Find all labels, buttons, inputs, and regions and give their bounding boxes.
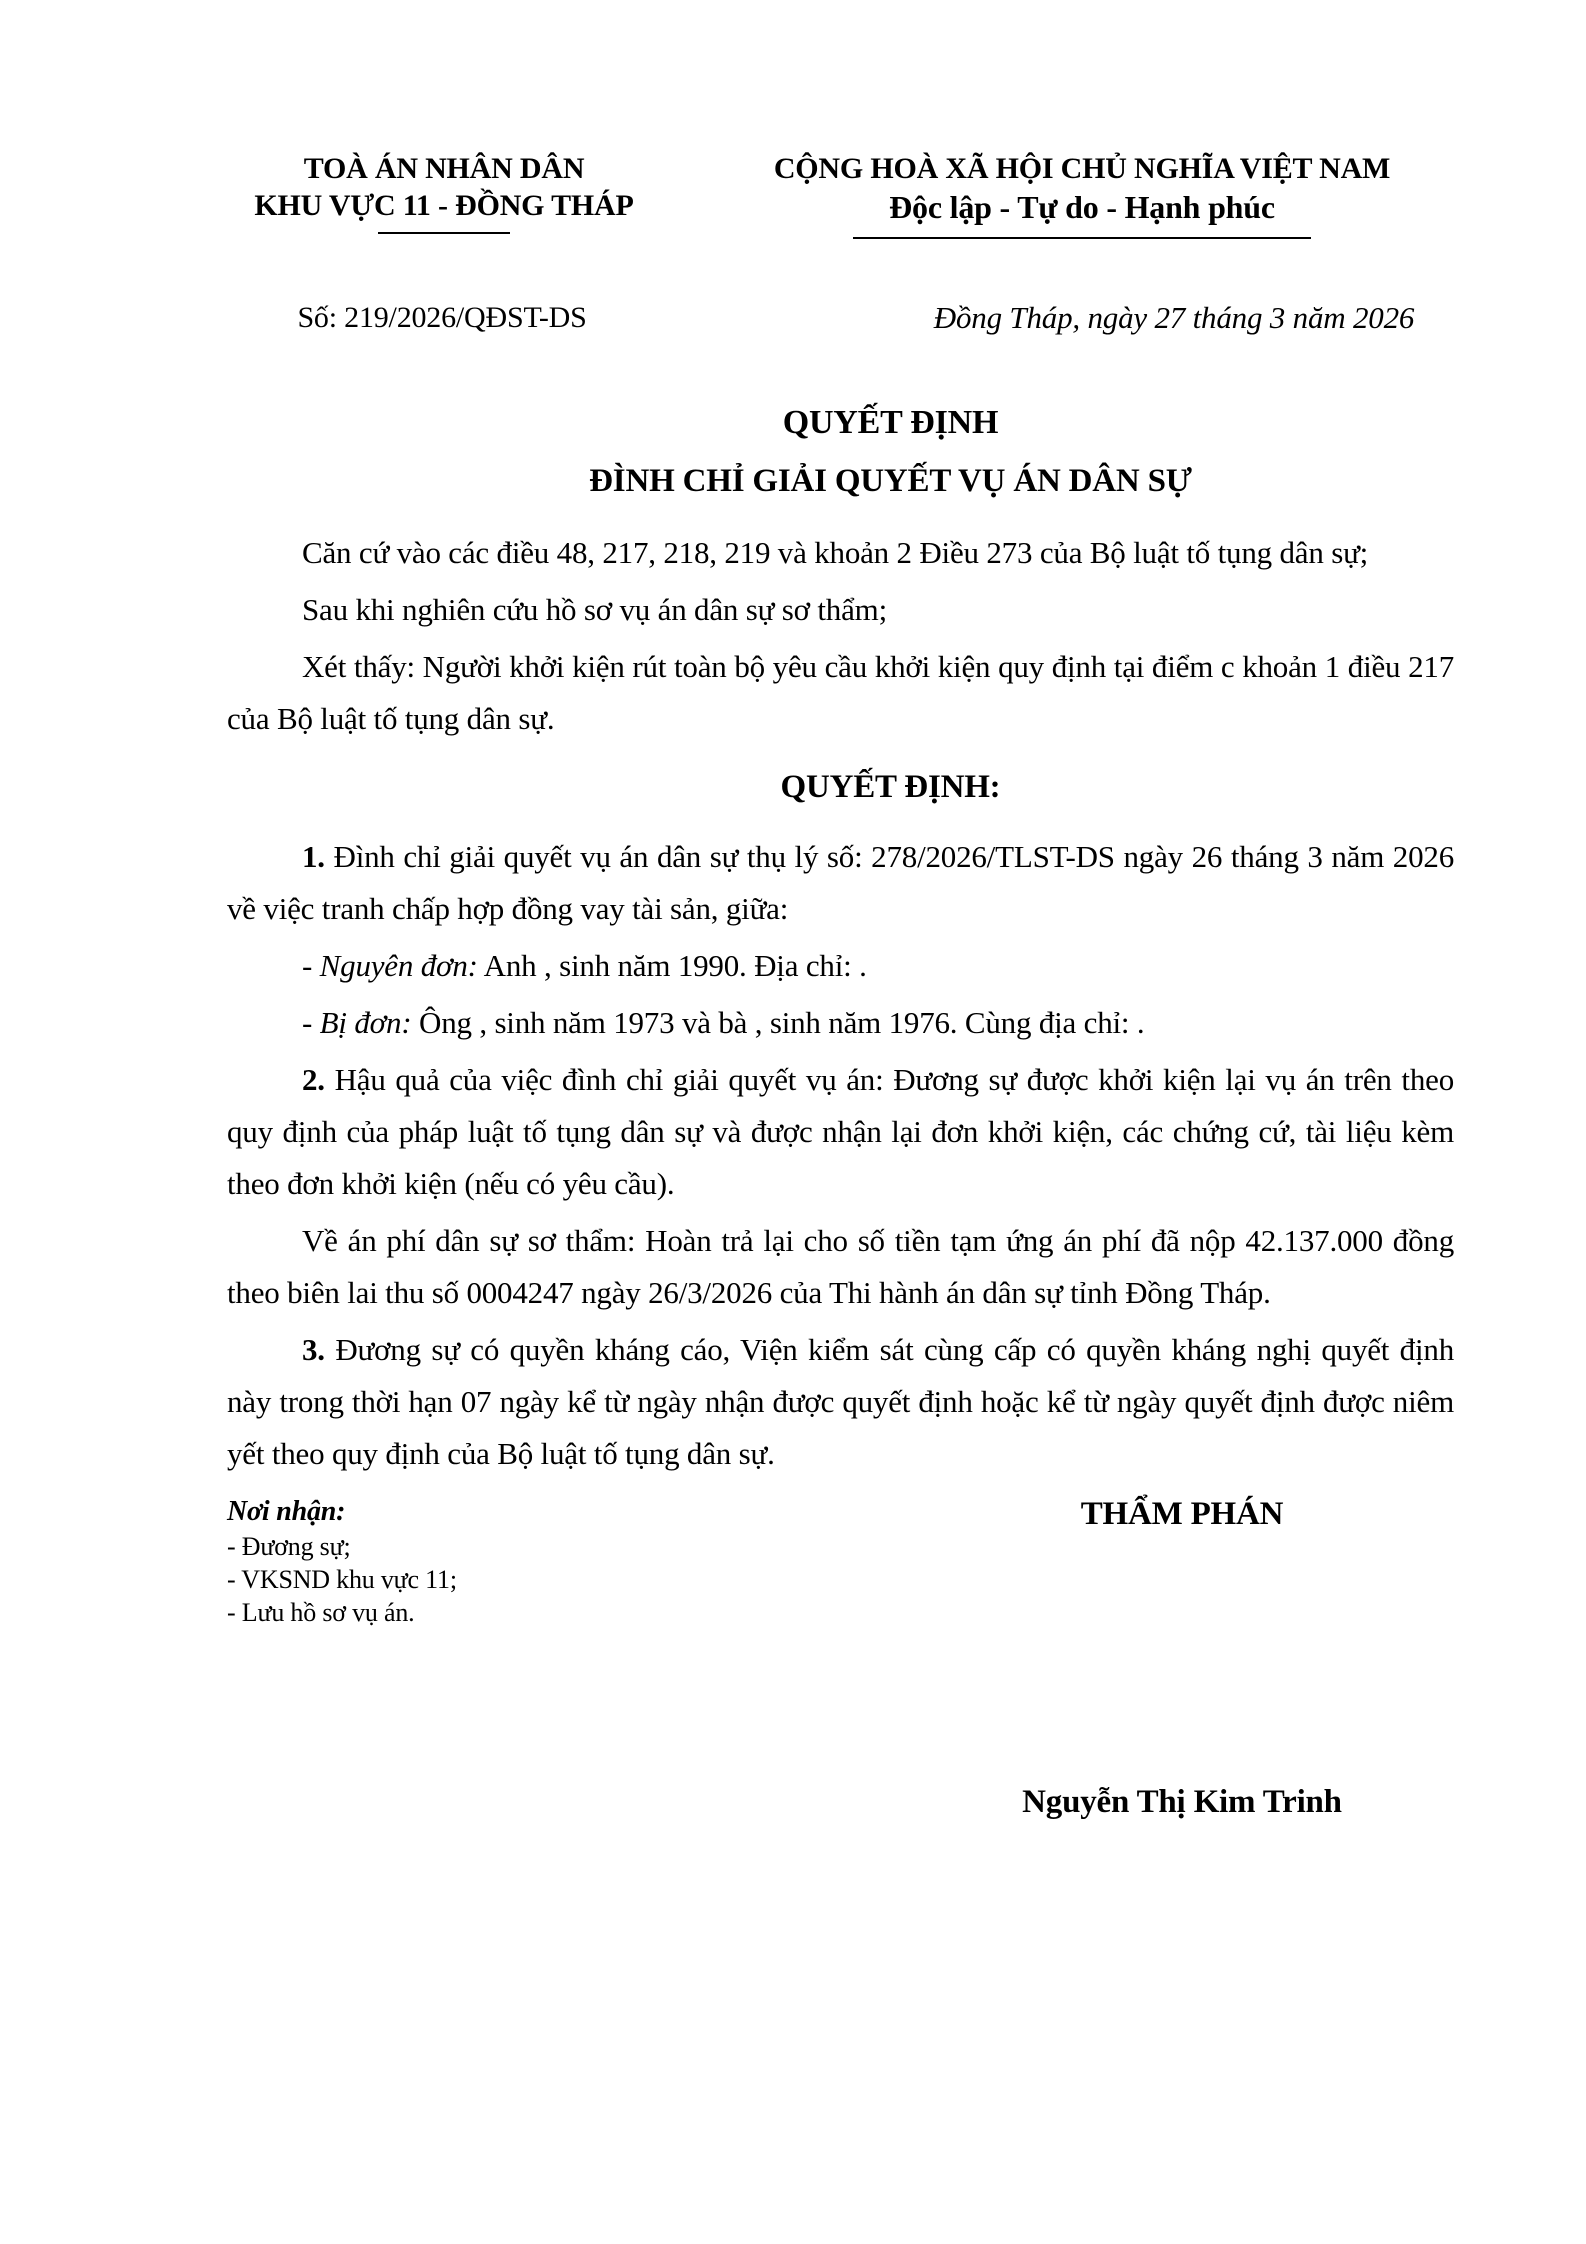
plaintiff-line bbox=[227, 940, 1454, 992]
article-2-number: 2. bbox=[302, 1062, 325, 1097]
meta-row bbox=[227, 299, 1454, 337]
decision-number: Số: 219/2026/QĐST-DS bbox=[297, 301, 587, 334]
signature-block bbox=[882, 1494, 1482, 1822]
paragraph-review: Sau khi nghiên cứu hồ sơ vụ án dân sự sơ thẩm; bbox=[302, 592, 887, 627]
court-name-line1: TOÀ ÁN NHÂN DÂN bbox=[303, 152, 585, 185]
plaintiff-text: Anh , sinh năm 1990. Địa chỉ: . bbox=[477, 948, 867, 983]
document-footer bbox=[227, 1494, 1454, 1822]
title-line1: QUYẾT ĐỊNH bbox=[782, 404, 999, 441]
recipients-block bbox=[227, 1494, 457, 1822]
place-and-date: Đồng Tháp, ngày 27 tháng 3 năm 2026 bbox=[933, 300, 1415, 335]
article-2-text: Hậu quả của việc đình chỉ giải quyết vụ án: Đương sự được khởi kiện lại vụ án trên theo quy định của pháp luật tố tụng dân sự và được nhận lại đơn khởi kiện, các chứng cứ, tài liệu kèm theo đơn khởi kiện (nếu có yêu cầu). bbox=[227, 1062, 1454, 1201]
court-name-block bbox=[229, 150, 659, 234]
title-line2: ĐÌNH CHỈ GIẢI QUYẾT VỤ ÁN DÂN SỰ bbox=[589, 463, 1192, 499]
defendant-text: Ông , sinh năm 1973 và bà , sinh năm 1976. Cùng địa chỉ: . bbox=[411, 1005, 1145, 1040]
article-3 bbox=[227, 1324, 1454, 1480]
decision-heading: QUYẾT ĐỊNH: bbox=[780, 769, 1001, 805]
recipient-item: - VKSND khu vực 11; bbox=[227, 1565, 457, 1594]
signer-title: THẨM PHÁN bbox=[1080, 1496, 1284, 1532]
document-header bbox=[227, 150, 1454, 239]
defendant-label: - Bị đơn: bbox=[302, 1005, 412, 1040]
court-name-line2: KHU VỰC 11 - ĐỒNG THÁP bbox=[254, 189, 634, 222]
republic-motto: Độc lập - Tự do - Hạnh phúc bbox=[889, 189, 1275, 225]
article-2 bbox=[227, 1054, 1454, 1210]
document-title bbox=[227, 403, 1454, 501]
paragraph-legal-basis: Căn cứ vào các điều 48, 217, 218, 219 và khoản 2 Điều 273 của Bộ luật tố tụng dân sự; bbox=[302, 535, 1369, 570]
plaintiff-label: - Nguyên đơn: bbox=[302, 948, 478, 983]
document-body bbox=[227, 527, 1454, 1480]
article-1 bbox=[227, 831, 1454, 935]
article-3-number: 3. bbox=[302, 1332, 325, 1367]
paragraph-fee: Về án phí dân sự sơ thẩm: Hoàn trả lại cho số tiền tạm ứng án phí đã nộp 42.137.000 đồng theo biên lai thu số 0004247 ngày 26/3/2026 của Thi hành án dân sự tỉnh Đồng Tháp. bbox=[227, 1223, 1454, 1310]
defendant-line bbox=[227, 997, 1454, 1049]
republic-name: CỘNG HOÀ XÃ HỘI CHỦ NGHĨA VIỆT NAM bbox=[773, 152, 1391, 185]
recipient-item: - Lưu hồ sơ vụ án. bbox=[227, 1598, 415, 1627]
article-1-text: Đình chỉ giải quyết vụ án dân sự thụ lý số: 278/2026/TLST-DS ngày 26 tháng 3 năm 2026 về việc tranh chấp hợp đồng vay tài sản, giữa: bbox=[227, 839, 1454, 926]
paragraph-finding: Xét thấy: Người khởi kiện rút toàn bộ yêu cầu khởi kiện quy định tại điểm c khoản 1 điều 217 của Bộ luật tố tụng dân sự. bbox=[227, 649, 1454, 736]
motto-underline bbox=[853, 237, 1311, 239]
court-name-underline bbox=[378, 232, 510, 234]
article-1-number: 1. bbox=[302, 839, 325, 874]
signer-name: Nguyễn Thị Kim Trinh bbox=[1022, 1784, 1342, 1820]
article-3-text: Đương sự có quyền kháng cáo, Viện kiểm sát cùng cấp có quyền kháng nghị quyết định này trong thời hạn 07 ngày kể từ ngày nhận được quyết định hoặc kể từ ngày quyết định được niêm yết theo quy định của Bộ luật tố tụng dân sự. bbox=[227, 1332, 1454, 1471]
republic-motto-block bbox=[742, 150, 1422, 239]
recipients-label: Nơi nhận: bbox=[227, 1496, 346, 1527]
recipient-item: - Đương sự; bbox=[227, 1532, 351, 1561]
